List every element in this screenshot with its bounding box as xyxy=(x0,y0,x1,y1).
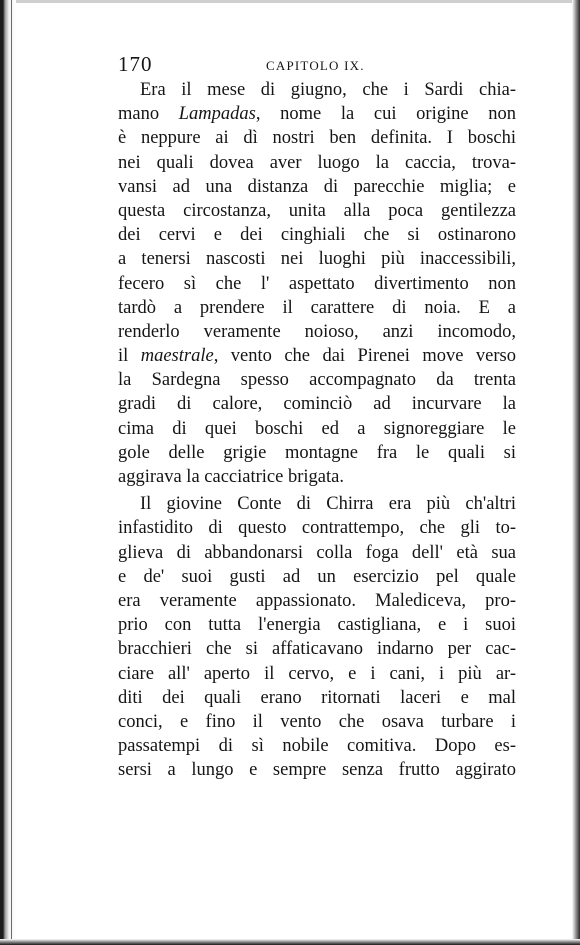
text-line: fecero sì che l' aspettato divertimento non xyxy=(118,273,516,294)
body-text xyxy=(118,78,516,782)
text-line: Il giovine Conte di Chirra era più ch'altri xyxy=(140,494,516,515)
text-line: Era il mese di giugno, che i Sardi chia- xyxy=(140,80,516,100)
italic-word: maestrale xyxy=(140,346,214,367)
text-line: era veramente appassionato. Malediceva, pro- xyxy=(118,590,516,611)
text-line: cima di quei boschi ed a signoreggiare le xyxy=(118,418,516,439)
chapter-running-head: CAPITOLO IX. xyxy=(266,58,365,73)
text-line: è neppure ai dì nostri ben definita. I boschi xyxy=(118,128,516,149)
text-line: glieva di abbandonarsi colla foga dell' età sua xyxy=(118,542,516,563)
text-line: aggirava la cacciatrice brigata. xyxy=(118,467,344,487)
page-bottom-edge xyxy=(0,939,580,945)
page-binding-edge xyxy=(0,0,16,945)
text-line: infastidito di questo contrattempo, che gli to- xyxy=(118,518,516,539)
page-top-edge xyxy=(0,0,580,3)
text-line: renderlo veramente noioso, anzi incomodo, xyxy=(118,321,516,342)
page-number: 170 xyxy=(118,52,153,76)
text-line: il maestrale, vento che dai Pirenei move verso xyxy=(118,346,516,367)
text-line: e de' suoi gusti ad un esercizio pel quale xyxy=(118,566,516,587)
page-right-edge xyxy=(572,0,580,945)
text-line: gole delle grigie montagne fra le quali si xyxy=(118,442,516,463)
text-line: vansi ad una distanza di parecchie miglia; e xyxy=(118,176,516,197)
text-line: la Sardegna spesso accompagnato da trenta xyxy=(118,370,516,391)
text-line: conci, e fino il vento che osava turbare i xyxy=(118,711,516,732)
text-line: questa circostanza, unita alla poca gentilezza xyxy=(118,200,516,221)
text-line: nei quali dovea aver luogo la caccia, trova- xyxy=(118,152,516,173)
page-header xyxy=(118,52,516,78)
text-line: gradi di calore, cominciò ad incurvare la xyxy=(118,394,516,415)
text-line: bracchieri che si affaticavano indarno per cac- xyxy=(118,639,516,660)
text-line: tardò a prendere il carattere di noia. E a xyxy=(118,297,516,318)
text-line: passatempi di sì nobile comitiva. Dopo es- xyxy=(118,736,516,757)
text-line: mano Lampadas, nome la cui origine non xyxy=(118,104,516,125)
text-line: ciare all' aperto il cervo, e i cani, i più ar- xyxy=(118,663,516,684)
page-fold-line xyxy=(11,0,12,945)
text-line: prio con tutta l'energia castigliana, e i suoi xyxy=(118,615,516,636)
italic-word: Lampadas xyxy=(178,104,256,125)
text-line: diti dei quali erano ritornati laceri e mal xyxy=(118,687,516,708)
text-line: sersi a lungo e sempre senza frutto aggirato xyxy=(118,760,516,781)
text-line: a tenersi nascosti nei luoghi più inaccessibili, xyxy=(118,249,516,270)
text-line: dei cervi e dei cinghiali che si ostinarono xyxy=(118,225,516,246)
